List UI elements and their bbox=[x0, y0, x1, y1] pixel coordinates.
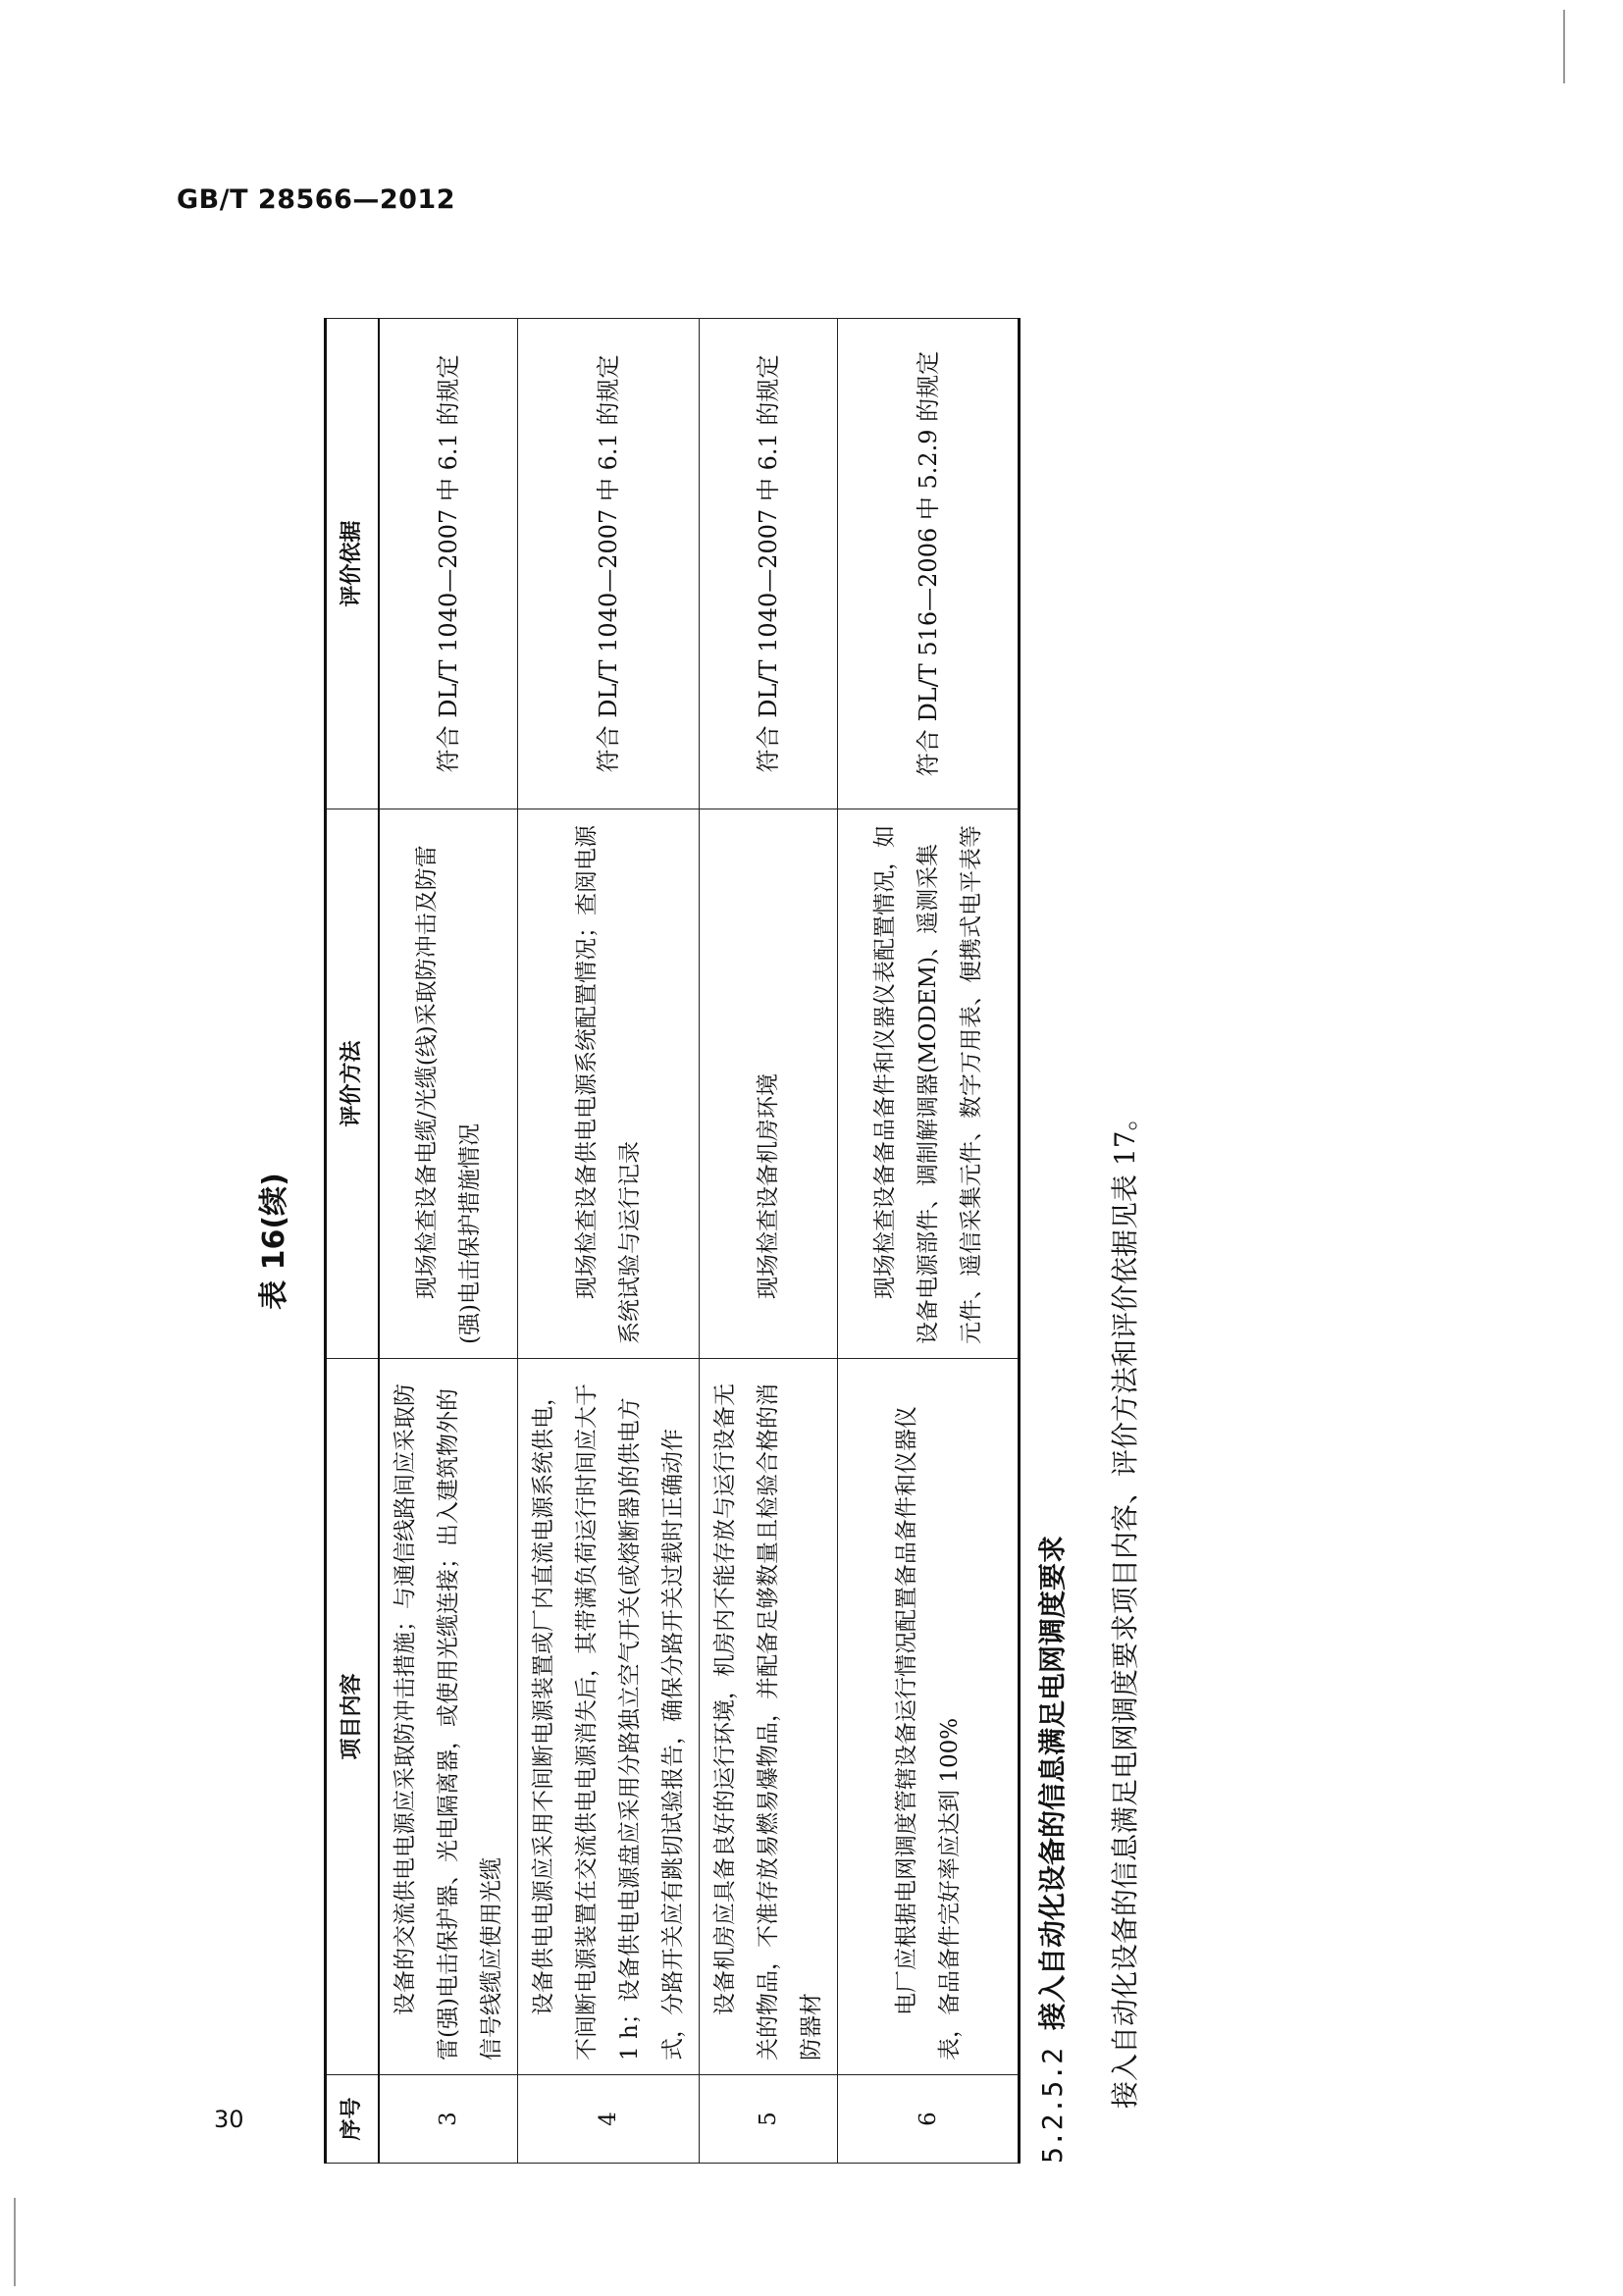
row-basis: 符合 DL/T 516—2006 中 5.2.9 的规定 bbox=[838, 319, 1020, 809]
column-header-seq: 序号 bbox=[326, 2075, 380, 2164]
page-number: 30 bbox=[214, 2106, 244, 2133]
row-basis: 符合 DL/T 1040—2007 中 6.1 的规定 bbox=[518, 319, 700, 809]
row-content: 设备机房应具备良好的运行环境，机房内不能存放与运行设备无关的物品，不准存放易燃易爆物品，并配备足够数量且检验合格的消防器材 bbox=[700, 1359, 838, 2075]
row-seq: 5 bbox=[700, 2075, 838, 2164]
table-row bbox=[700, 319, 838, 2164]
section-heading bbox=[1030, 319, 1075, 2164]
table-row bbox=[838, 319, 1020, 2164]
section-body-text: 接入自动化设备的信息满足电网调度要求项目内容、评价方法和评价依据见表 17。 bbox=[1109, 1103, 1141, 2109]
table-row bbox=[518, 319, 700, 2164]
row-seq: 6 bbox=[838, 2075, 1020, 2164]
row-method: 现场检查设备备品备件和仪器仪表配置情况，如设备电源部件、调制解调器(MODEM)、遥测采集元件、遥信采集元件、数字万用表、便携式电平表等 bbox=[838, 809, 1020, 1359]
standard-code-header: GB/T 28566—2012 bbox=[177, 184, 455, 215]
section-heading-text: 接入自动化设备的信息满足电网调度要求 bbox=[1036, 1535, 1069, 2030]
row-basis: 符合 DL/T 1040—2007 中 6.1 的规定 bbox=[379, 319, 518, 809]
rotated-content bbox=[250, 319, 1281, 2164]
table-header-row bbox=[326, 319, 380, 2164]
section-5-2-5-2 bbox=[1030, 319, 1148, 2164]
row-seq: 4 bbox=[518, 2075, 700, 2164]
evaluation-table bbox=[324, 318, 1021, 2164]
row-content: 设备供电电源应采用不间断电源装置或厂内直流电源系统供电，不间断电源装置在交流供电电源消失后，其带满负荷运行时间应大于 1 h；设备供电电源盘应采用分路独立空气开关(或熔断器)的供电方式，分路开关应有跳切试验报告，确保分路开关过载时正确动作 bbox=[518, 1359, 700, 2075]
column-header-basis: 评价依据 bbox=[326, 319, 380, 809]
column-header-content: 项目内容 bbox=[326, 1359, 380, 2075]
row-content: 设备的交流供电电源应采取防冲击措施；与通信线路间应采取防雷(强)电击保护器、光电隔离器，或使用光缆连接；出入建筑物外的信号线缆应使用光缆 bbox=[379, 1359, 518, 2075]
section-number: 5.2.5.2 bbox=[1036, 2047, 1069, 2164]
row-basis: 符合 DL/T 1040—2007 中 6.1 的规定 bbox=[700, 319, 838, 809]
row-seq: 3 bbox=[379, 2075, 518, 2164]
table-row bbox=[379, 319, 518, 2164]
scan-edge-mark bbox=[1563, 10, 1565, 83]
row-content: 电厂应根据电网调度管辖设备运行情况配置备品备件和仪器仪表，备品备件完好率应达到 100% bbox=[838, 1359, 1020, 2075]
row-method: 现场检查设备电缆/光缆(线)采取防冲击及防雷(强)电击保护措施情况 bbox=[379, 809, 518, 1359]
column-header-method: 评价方法 bbox=[326, 809, 380, 1359]
row-method: 现场检查设备机房环境 bbox=[700, 809, 838, 1359]
scan-edge-mark bbox=[14, 2198, 16, 2286]
table-title: 表 16(续) bbox=[257, 1173, 291, 1310]
row-method: 现场检查设备供电电源系统配置情况；查阅电源系统试验与运行记录 bbox=[518, 809, 700, 1359]
